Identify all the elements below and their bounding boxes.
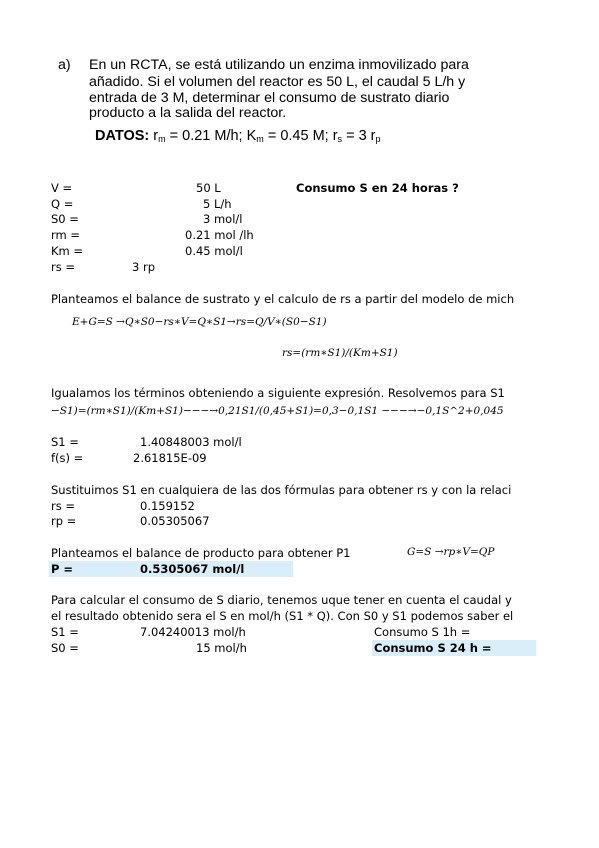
var-name-rm: rm =: [51, 228, 81, 242]
fs-value: 2.61815E-09: [133, 451, 207, 465]
text-consumo-2: el resultado obtenido sera el S en mol/h (S1 * Q). Con S0 y S1 podemos saber el: [51, 609, 514, 623]
fs-label: f(s) =: [51, 451, 84, 465]
text-sustituimos: Sustituimos S1 en cualquiera de las dos fórmulas para obtener rs y con la relaci: [51, 483, 512, 497]
problem-letter: a): [58, 57, 71, 73]
var-name-s0: S0 =: [51, 212, 79, 226]
var-name-km: Km =: [51, 244, 84, 258]
rp-label: rp =: [51, 514, 77, 528]
s0h-value: 15 mol/h: [196, 641, 247, 655]
consumo-24h-label: Consumo S 24 h =: [374, 641, 492, 655]
problem-line-4: producto a la salida del reactor.: [89, 105, 287, 121]
p-value: 0.5305067 mol/l: [140, 562, 245, 576]
rs-label: rs =: [51, 499, 76, 513]
formula-balance-producto: G=S →rp∗V=QP: [407, 546, 495, 558]
text-igualamos: Igualamos los términos obteniendo a siguiente expresión. Resolvemos para S1: [51, 386, 505, 400]
text-consumo-1: Para calcular el consumo de S diario, tenemos uque tener en cuenta el caudal y: [51, 593, 512, 607]
s1-label: S1 =: [51, 435, 79, 449]
rp-value: 0.05305067: [140, 514, 210, 528]
var-name-v: V =: [51, 181, 73, 195]
s1h-value: 7.04240013 mol/h: [140, 625, 246, 639]
s1h-label: S1 =: [51, 625, 79, 639]
var-value-s0: 3 mol/l: [203, 212, 243, 226]
var-name-q: Q =: [51, 197, 74, 211]
s1-value: 1.40848003 mol/l: [140, 435, 242, 449]
p-label: P =: [51, 562, 74, 576]
consumo-1h-label: Consumo S 1h =: [374, 625, 471, 639]
var-name-rs: rs =: [51, 260, 76, 274]
text-balance-sustrato: Planteamos el balance de sustrato y el calculo de rs a partir del modelo de mich: [51, 292, 515, 306]
problem-line-1: En un RCTA, se está utilizando un enzima inmovilizado para: [89, 57, 469, 73]
var-value-rs: 3 rp: [132, 260, 155, 274]
var-value-rm: 0.21 mol /lh: [185, 228, 254, 242]
datos-label: DATOS:: [95, 128, 150, 144]
rs-value: 0.159152: [140, 499, 195, 513]
question-label: Consumo S en 24 horas ?: [296, 181, 459, 195]
problem-line-2: añadido. Si el volumen del reactor es 50 L, el caudal 5 L/h y: [89, 74, 466, 90]
var-value-km: 0.45 mol/l: [185, 244, 243, 258]
var-value-v: 50 L: [196, 181, 221, 195]
problem-line-3: entrada de 3 M, determinar el consumo de sustrato diario: [89, 90, 450, 106]
formula-solve-s1: −S1)=(rm∗S1)/(Km+S1)−−−→0,21S1/(0,45+S1)=0,3−0,1S1 −−−→−0,1S^2+0,045: [51, 405, 504, 417]
var-value-q: 5 L/h: [203, 197, 232, 211]
datos-line: DATOS: $r_m = 0.21$ M/h; $K_m = 0.45$ M; $r_s = 3$ $r_p$: [95, 128, 381, 144]
formula-balance-sustrato: E+G=S →Q∗S0−rs∗V=Q∗S1→rs=Q/V∗(S0−S1): [72, 316, 327, 328]
text-balance-producto: Planteamos el balance de producto para obtener P1: [51, 546, 351, 560]
formula-rs-michaelis: rs=(rm∗S1)/(Km+S1): [282, 347, 398, 359]
s0h-label: S0 =: [51, 641, 79, 655]
